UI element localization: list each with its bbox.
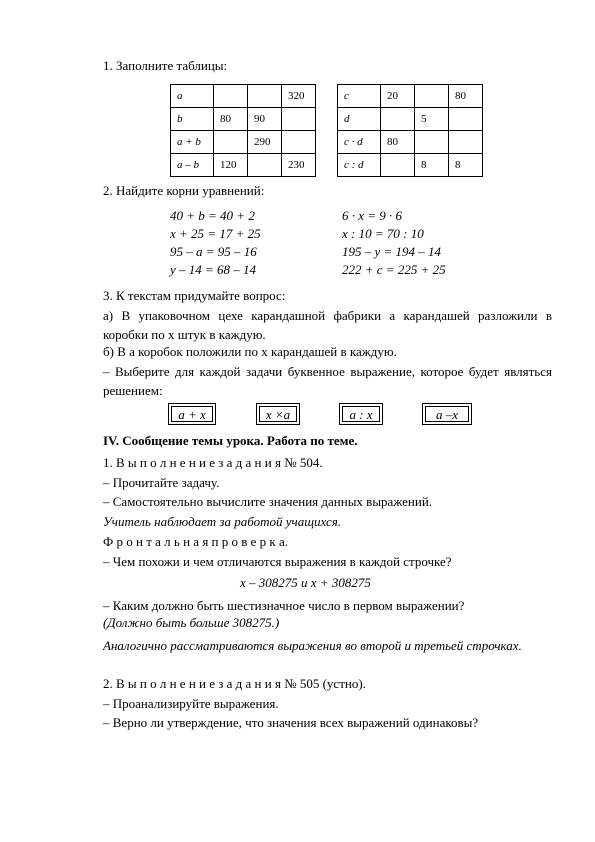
table-cell: a – b xyxy=(171,154,214,177)
table-row xyxy=(171,108,316,131)
table-cell xyxy=(248,85,282,108)
table-row xyxy=(171,131,316,154)
table-cell: 8 xyxy=(449,154,483,177)
equation: 40 + b = 40 + 2 xyxy=(170,208,255,223)
table-cell xyxy=(381,154,415,177)
equation: 95 – a = 95 – 16 xyxy=(170,244,257,259)
table-cell: d xyxy=(338,108,381,131)
table-cell: a + b xyxy=(171,131,214,154)
table-cell: 320 xyxy=(282,85,316,108)
table-cell: 5 xyxy=(415,108,449,131)
equation: 222 + c = 225 + 25 xyxy=(342,262,446,277)
table-cell: 290 xyxy=(248,131,282,154)
table-cell xyxy=(282,108,316,131)
expression-box: a : x xyxy=(339,403,383,425)
table-cell: 90 xyxy=(248,108,282,131)
answer-note: (Должно быть больше 308275.) xyxy=(103,615,280,630)
table-cell: b xyxy=(171,108,214,131)
equation: y – 14 = 68 – 14 xyxy=(170,262,257,277)
instruction-line: – Самостоятельно вычислите значения данных выражений. xyxy=(103,494,433,509)
table-cell xyxy=(381,108,415,131)
table-cell: c : d xyxy=(338,154,381,177)
table-cell xyxy=(214,85,248,108)
table-cell: 120 xyxy=(214,154,248,177)
table-cell: 20 xyxy=(381,85,415,108)
table-row xyxy=(171,85,316,108)
problem-a-text: а) В упаковочном цехе карандашной фабрики a карандашей разложили в коробки по x штук в каждую. xyxy=(103,308,552,342)
table-cell: 230 xyxy=(282,154,316,177)
instruction-line: – Проанализируйте выражения. xyxy=(103,696,279,711)
table-cell: c xyxy=(338,85,381,108)
frontal-check-label: Ф р о н т а л ь н а я п р о в е р к а. xyxy=(103,534,289,549)
table-cell xyxy=(449,131,483,154)
task-505-label: 2. В ы п о л н е н и е з а д а н и я № 505 (устно). xyxy=(103,676,366,691)
equation: x + 25 = 17 + 25 xyxy=(170,226,261,241)
task-504-label: 1. В ы п о л н е н и е з а д а н и я № 504. xyxy=(103,455,323,470)
table-1 xyxy=(170,84,316,177)
table-row xyxy=(338,131,483,154)
choose-expression-instruction: – Выберите для каждой задачи буквенное выражение, которое будет являться решением: xyxy=(103,364,552,398)
question-line: – Каким должно быть шестизначное число в первом выражении? xyxy=(103,598,465,613)
equation: 6 · x = 9 · 6 xyxy=(342,208,403,223)
expression-box: a –x xyxy=(422,403,472,425)
table-cell: 8 xyxy=(415,154,449,177)
teacher-note: Аналогично рассматриваются выражения во второй и третьей строчках. xyxy=(103,638,522,653)
table-row xyxy=(171,154,316,177)
table-cell: 80 xyxy=(449,85,483,108)
question-line: – Чем похожи и чем отличаются выражения в каждой строчке? xyxy=(103,554,452,569)
table-cell xyxy=(415,131,449,154)
table-cell xyxy=(449,108,483,131)
teacher-note: Учитель наблюдает за работой учащихся. xyxy=(103,514,342,529)
section-1-heading: 1. Заполните таблицы: xyxy=(103,58,228,73)
table-cell xyxy=(214,131,248,154)
compared-expressions: x – 308275 и x + 308275 xyxy=(240,575,371,590)
table-cell: 80 xyxy=(381,131,415,154)
table-row xyxy=(338,154,483,177)
table-cell: a xyxy=(171,85,214,108)
section-3-heading: 3. К текстам придумайте вопрос: xyxy=(103,288,286,303)
equation: 195 – y = 194 – 14 xyxy=(342,244,442,259)
table-cell xyxy=(282,131,316,154)
table-cell: 80 xyxy=(214,108,248,131)
table-row xyxy=(338,85,483,108)
table-cell xyxy=(415,85,449,108)
table-row xyxy=(338,108,483,131)
instruction-line: – Верно ли утверждение, что значения всех выражений одинаковы? xyxy=(103,715,479,730)
equation: x : 10 = 70 : 10 xyxy=(342,226,424,241)
table-cell xyxy=(248,154,282,177)
table-2 xyxy=(337,84,483,177)
problem-b-text: б) В a коробок положили по x карандашей в каждую. xyxy=(103,344,397,359)
table-cell: c · d xyxy=(338,131,381,154)
expression-box: a + x xyxy=(168,403,216,425)
section-2-heading: 2. Найдите корни уравнений: xyxy=(103,183,265,198)
instruction-line: – Прочитайте задачу. xyxy=(103,475,220,490)
section-4-heading: IV. Сообщение темы урока. Работа по теме. xyxy=(103,433,358,448)
expression-box: x ×a xyxy=(256,403,300,425)
